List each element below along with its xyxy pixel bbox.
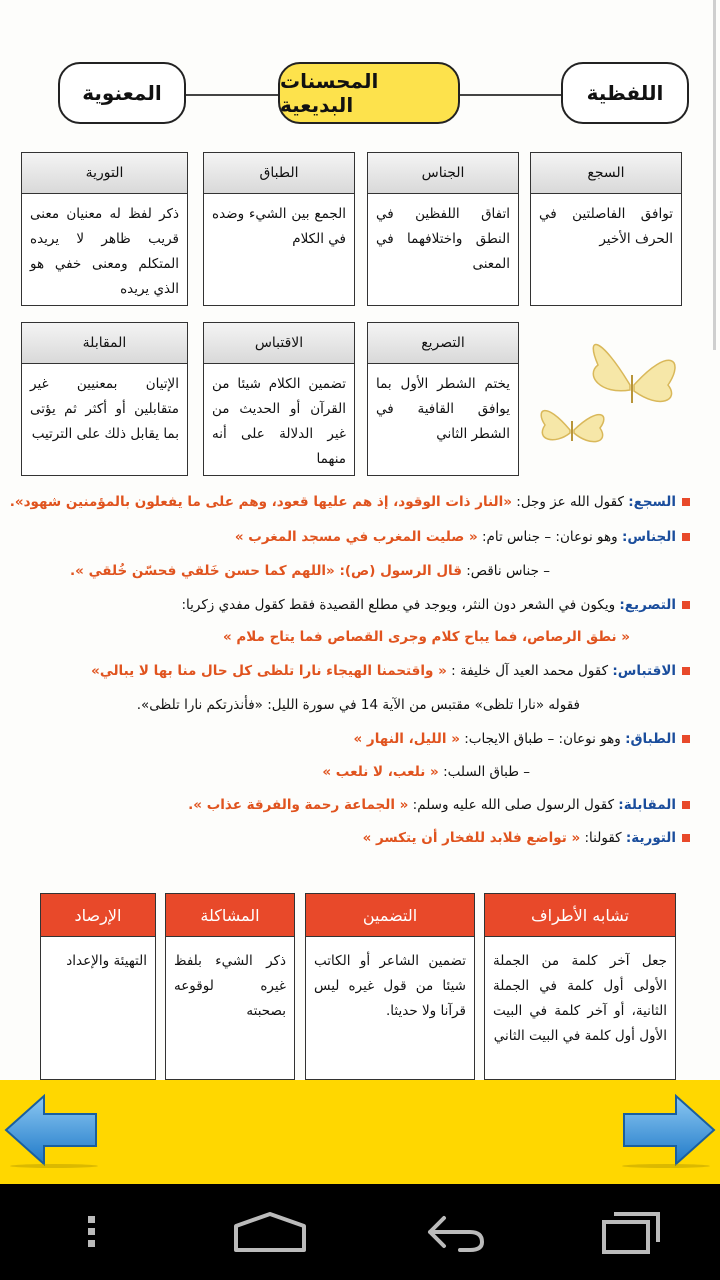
card-title: تشابه الأطراف: [485, 894, 675, 937]
scroll-indicator: [713, 0, 716, 350]
example-jinas-naqis: – جناس ناقص: قال الرسول (ص): «اللهم كما حسن خَلقي فحسّن خُلقي ».: [70, 563, 550, 579]
next-arrow-icon[interactable]: [620, 1092, 716, 1168]
card-title: المقابلة: [22, 323, 187, 364]
menu-dots-icon[interactable]: [52, 1208, 132, 1256]
card-body: التهيئة والإعداد: [66, 953, 147, 969]
example-tibaq-salb: – طباق السلب: « نلعب، لا نلعب »: [322, 764, 530, 780]
category-moral: المعنوية: [58, 62, 186, 124]
bullet: [682, 601, 690, 609]
example-tawriya: التورية: كقولنا: « تواضع فلابد للفخار أن يتكسر »: [20, 830, 690, 846]
example-tasri-verse: « نطق الرصاص، فما يباح كلام وجرى القصاص فما يتاح ملام »: [222, 629, 630, 645]
card-title: الطباق: [204, 153, 354, 194]
card-mushakala: [165, 893, 295, 1080]
bullet: [682, 801, 690, 809]
card-title: التصريع: [368, 323, 518, 364]
card-body: اتفاق اللفظين في النطق واختلافهما في المعنى: [376, 206, 510, 272]
card-title: التضمين: [306, 894, 474, 937]
card-title: الإرصاد: [41, 894, 155, 937]
example-tibaq: الطباق: وهو نوعان: – طباق الايجاب: « الليل، النهار »: [20, 731, 690, 747]
card-body: الجمع بين الشيء وضده في الكلام: [212, 206, 346, 247]
connector-line-right: [458, 94, 561, 96]
card-body: الإتيان بمعنيين غير متقابلين أو أكثر ثم يؤتى بما يقابل ذلك على الترتيب: [30, 376, 179, 442]
card-title: التورية: [22, 153, 187, 194]
card-iqtibas: [203, 322, 355, 476]
card-body: جعل آخر كلمة من الجملة الأولى أول كلمة في الجملة الثانية، أو آخر كلمة في البيت الأول أول كلمة في البيت الثاني: [493, 953, 667, 1044]
card-irsad: [40, 893, 156, 1080]
bullet: [682, 735, 690, 743]
example-tasri: التصريع: ويكون في الشعر دون النثر، ويوجد في مطلع القصيدة فقط كقول مفدي زكريا:: [20, 597, 690, 613]
card-saj: [530, 152, 682, 306]
bullet: [682, 498, 690, 506]
card-title: الجناس: [368, 153, 518, 194]
home-icon[interactable]: [230, 1208, 310, 1256]
card-tasri: [367, 322, 519, 476]
page-nav-bar: [0, 1080, 720, 1184]
card-body: تضمين الكلام شيئا من القرآن أو الحديث من غير الدلالة على أنه منهما: [212, 376, 346, 467]
recents-icon[interactable]: [590, 1208, 670, 1256]
card-tawriya: [21, 152, 188, 306]
card-title: المشاكلة: [166, 894, 294, 937]
prev-arrow-icon[interactable]: [4, 1092, 100, 1168]
card-tashabuh-atraf: [484, 893, 676, 1080]
example-jinas: الجناس: وهو نوعان: – جناس تام: « صليت المغرب في مسجد المغرب »: [20, 529, 690, 545]
example-saj: السجع: كقول الله عز وجل: «النار ذات الوقود، إذ هم عليها قعود، وهم على ما يفعلون بالمؤمنين شهود».: [20, 494, 690, 510]
card-title: السجع: [531, 153, 681, 194]
category-verbal: اللفظية: [561, 62, 689, 124]
example-muqabala: المقابلة: كقول الرسول صلى الله عليه وسلم: « الجماعة رحمة والفرقة عذاب ».: [20, 797, 690, 813]
card-muqabala: [21, 322, 188, 476]
card-body: تضمين الشاعر أو الكاتب شيئا من قول غيره ليس قرآنا ولا حديثا.: [314, 953, 466, 1019]
card-jinas: [367, 152, 519, 306]
card-body: ذكر لفظ له معنيان معنى قريب ظاهر لا يريده المتكلم ومعنى خفي هو الذي يريده: [30, 206, 179, 297]
card-body: ذكر الشيء بلفظ غيره لوقوعه بصحبته: [174, 953, 286, 1019]
card-title: الاقتباس: [204, 323, 354, 364]
bullet: [682, 667, 690, 675]
butterfly-icon: [530, 315, 690, 465]
card-body: يختم الشطر الأول بما يوافق القافية في الشطر الثاني: [376, 376, 510, 442]
card-tadmin: [305, 893, 475, 1080]
connector-line-left: [185, 94, 278, 96]
main-title: المحسنات البديعية: [278, 62, 460, 124]
example-iqtibas-note: فقوله «نارا تلظى» مقتبس من الآية 14 في سورة الليل: «فأنذرتكم نارا تلظى».: [136, 697, 580, 713]
bullet: [682, 834, 690, 842]
system-nav-bar: [0, 1184, 720, 1280]
example-iqtibas: الاقتباس: كقول محمد العيد آل خليفة : « واقتحمنا الهيجاء نارا تلظى كل حال منا بها لا يبالي»: [20, 663, 690, 679]
back-icon[interactable]: [410, 1208, 490, 1256]
card-body: توافق الفاصلتين في الحرف الأخير: [539, 206, 673, 247]
card-tibaq: [203, 152, 355, 306]
bullet: [682, 533, 690, 541]
